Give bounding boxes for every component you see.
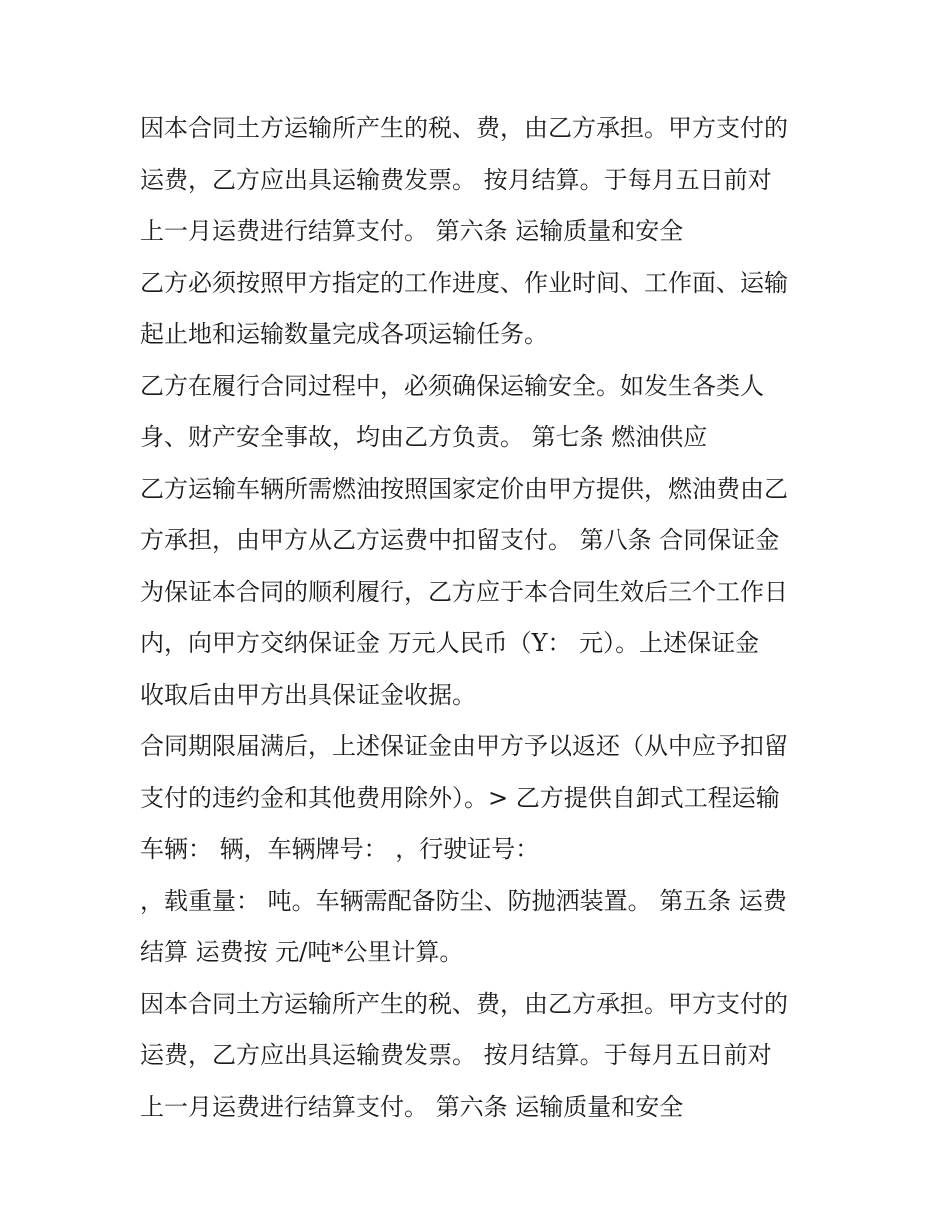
text-line: 因本合同土方运输所产生的税、费，由乙方承担。甲方支付的 bbox=[140, 114, 788, 142]
document-body bbox=[140, 103, 820, 1133]
text-line: 乙方运输车辆所需燃油按照国家定价由甲方提供，燃油费由乙 bbox=[140, 474, 788, 503]
text-line: 上一月运费进行结算支付。 第六条 运输质量和安全 bbox=[140, 1092, 684, 1121]
text-line: 起止地和运输数量完成各项运输任务。 bbox=[140, 320, 548, 348]
text-line: 合同期限届满后，上述保证金由甲方予以返还（从中应予扣留 bbox=[140, 732, 788, 760]
text-line: 上一月运费进行结算支付。 第六条 运输质量和安全 bbox=[140, 217, 684, 245]
text-line: 因本合同土方运输所产生的税、费，由乙方承担。甲方支付的 bbox=[140, 989, 788, 1018]
text-line: 身、财产安全事故，均由乙方负责。 第七条 燃油供应 bbox=[140, 423, 708, 451]
text-line: 车辆： 辆，车辆牌号： ，行驶证号： bbox=[140, 835, 540, 863]
text-line: 收取后由甲方出具保证金收据。 bbox=[140, 680, 476, 709]
text-line: 运费，乙方应出具运输费发票。 按月结算。于每月五日前对 bbox=[140, 1041, 772, 1069]
text-line: ，载重量： 吨。车辆需配备防尘、防抛洒装置。 第五条 运费 bbox=[140, 886, 787, 915]
text-line: 结算 运费按 元/吨*公里计算。 bbox=[140, 938, 464, 966]
text-line: 乙方在履行合同过程中，必须确保运输安全。如发生各类人 bbox=[140, 371, 764, 400]
text-line: 内，向甲方交纳保证金 万元人民币（Y： 元）。上述保证金 bbox=[140, 629, 760, 657]
text-line: 方承担，由甲方从乙方运费中扣留支付。 第八条 合同保证金 bbox=[140, 526, 780, 554]
text-line: 乙方必须按照甲方指定的工作进度、作业时间、工作面、运输 bbox=[140, 268, 788, 297]
text-line: 为保证本合同的顺利履行，乙方应于本合同生效后三个工作日 bbox=[140, 577, 788, 606]
text-line: 支付的违约金和其他费用除外）。> 乙方提供自卸式工程运输 bbox=[140, 783, 780, 812]
text-line: 运费，乙方应出具运输费发票。 按月结算。于每月五日前对 bbox=[140, 165, 772, 194]
